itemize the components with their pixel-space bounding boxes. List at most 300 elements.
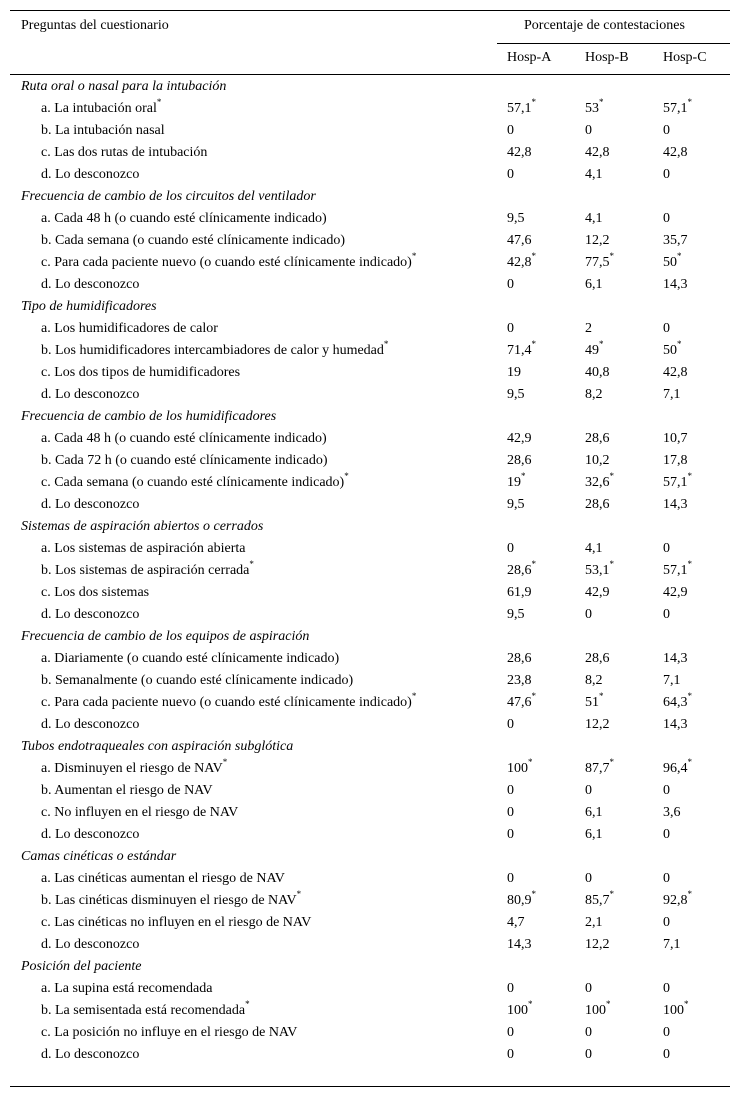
option-label [41,604,139,626]
value-text: 51 [585,695,599,710]
value-cell [507,142,532,164]
option-label [41,318,218,340]
value-cell [507,318,514,340]
significance-marker: * [609,559,614,569]
value-cell [507,252,536,274]
table-row [0,912,742,934]
option-label [41,362,240,384]
value-text: 0 [507,805,514,820]
value-text: 4,1 [585,541,603,556]
option-text: a. Cada 48 h (o cuando esté clínicamente indicado) [41,431,327,446]
section-title: Tubos endotraqueales con aspiración subglótica [21,739,294,754]
table-row [0,648,742,670]
option-label [41,538,245,560]
value-text: 8,2 [585,387,603,402]
option-text: b. La semisentada está recomendada [41,1003,246,1018]
table-row [0,1022,742,1044]
option-label [41,340,388,362]
value-cell [663,692,692,714]
value-cell [507,340,536,362]
significance-marker: * [528,757,533,767]
value-cell [663,120,670,142]
option-label [41,978,212,1000]
value-text: 0 [507,123,514,138]
value-cell [507,670,532,692]
significance-marker: * [249,559,254,569]
value-text: 0 [663,167,670,182]
section-title: Posición del paciente [21,959,142,974]
value-text: 4,7 [507,915,525,930]
option-text: b. Los sistemas de aspiración cerrada [41,563,250,578]
value-cell [585,472,614,494]
value-cell [585,824,603,846]
value-text: 0 [663,123,670,138]
significance-marker: * [296,889,302,899]
value-text: 49 [585,343,599,358]
value-text: 2,1 [585,915,603,930]
option-label [41,758,227,780]
table-row [0,890,742,912]
significance-marker: * [531,97,536,107]
value-cell [507,934,532,956]
value-cell [585,692,604,714]
option-label [41,824,139,846]
value-text: 0 [585,1025,592,1040]
value-cell [663,230,688,252]
significance-marker: * [531,889,536,899]
value-cell [663,868,670,890]
value-cell [663,252,682,274]
option-text: c. Para cada paciente nuevo (o cuando esté clínicamente indicado) [41,695,412,710]
header-questions: Preguntas del cuestionario [21,18,169,33]
significance-marker: * [156,97,162,107]
option-label [41,274,139,296]
table-row [0,340,742,362]
significance-marker: * [599,97,604,107]
value-cell [663,560,692,582]
significance-marker: * [411,691,417,701]
significance-marker: * [411,251,417,261]
value-cell [663,912,670,934]
option-label [41,934,139,956]
value-text: 19 [507,475,521,490]
section-row [0,406,742,428]
value-cell [663,494,688,516]
option-label [41,714,139,736]
value-cell [507,868,514,890]
section-title: Tipo de humidificadores [21,299,157,314]
value-cell [663,538,670,560]
option-label [41,384,139,406]
option-text: c. Cada semana (o cuando esté clínicamente indicado) [41,475,345,490]
significance-marker: * [687,471,692,481]
value-cell [663,824,670,846]
value-text: 100 [663,1003,684,1018]
section-title: Frecuencia de cambio de los equipos de aspiración [21,629,310,644]
value-text: 64,3 [663,695,688,710]
significance-marker: * [609,889,614,899]
value-cell [663,934,681,956]
value-cell [507,1044,514,1066]
option-label [41,648,339,670]
value-text: 47,6 [507,233,532,248]
option-text: c. Los dos tipos de humidificadores [41,365,241,380]
header-span-rule [497,43,730,44]
value-cell [507,802,514,824]
option-text: d. Lo desconozco [41,827,140,842]
table-row [0,714,742,736]
section-row [0,846,742,868]
value-cell [585,912,603,934]
table-row [0,1044,742,1066]
value-cell [663,318,670,340]
value-cell [585,538,603,560]
option-label [41,164,139,186]
table-row [0,868,742,890]
option-label [41,912,311,934]
value-cell [507,450,532,472]
value-cell [585,98,604,120]
value-text: 0 [585,123,592,138]
significance-marker: * [687,889,692,899]
option-label [41,428,327,450]
option-text: c. Para cada paciente nuevo (o cuando esté clínicamente indicado) [41,255,412,270]
option-label [41,1000,250,1022]
value-text: 42,8 [507,145,532,160]
value-text: 0 [585,981,592,996]
value-text: 0 [507,541,514,556]
value-cell [507,538,514,560]
value-cell [507,384,525,406]
significance-marker: * [687,757,692,767]
table-row [0,1000,742,1022]
value-text: 6,1 [585,277,603,292]
value-text: 14,3 [507,937,532,952]
value-text: 28,6 [585,651,610,666]
value-text: 47,6 [507,695,532,710]
header-hosp-a: Hosp-A [507,50,552,65]
significance-marker: * [677,251,682,261]
value-cell [585,208,603,230]
value-cell [507,824,514,846]
significance-marker: * [687,97,692,107]
value-text: 0 [507,717,514,732]
value-text: 7,1 [663,673,681,688]
value-cell [507,692,536,714]
value-cell [663,604,670,626]
section-title: Frecuencia de cambio de los circuitos del ventilador [21,189,316,204]
option-label [41,142,207,164]
option-text: c. No influyen en el riesgo de NAV [41,805,239,820]
value-text: 0 [663,1047,670,1062]
value-cell [507,1022,514,1044]
option-label [41,494,139,516]
value-text: 28,6 [507,563,532,578]
table-row [0,450,742,472]
option-text: b. Las cinéticas disminuyen el riesgo de NAV [41,893,297,908]
table-row [0,670,742,692]
value-cell [507,780,514,802]
header-percentages: Porcentaje de contestaciones [524,18,685,33]
value-text: 96,4 [663,761,688,776]
value-cell [663,362,688,384]
value-cell [507,472,526,494]
value-cell [507,494,525,516]
option-text: b. Semanalmente (o cuando esté clínicamente indicado) [41,673,354,688]
value-text: 42,9 [663,585,688,600]
value-cell [585,274,603,296]
value-text: 100 [585,1003,606,1018]
option-text: d. Lo desconozco [41,497,140,512]
value-text: 0 [507,981,514,996]
option-text: d. Lo desconozco [41,717,140,732]
table-row [0,582,742,604]
value-cell [663,890,692,912]
table-top-rule [10,10,730,11]
value-cell [507,98,536,120]
value-text: 0 [507,783,514,798]
table-bottom-rule [10,1086,730,1087]
value-text: 7,1 [663,937,681,952]
section-row [0,296,742,318]
value-text: 0 [507,321,514,336]
value-cell [585,230,610,252]
option-label [41,1022,297,1044]
value-text: 53,1 [585,563,610,578]
value-cell [663,758,692,780]
value-cell [507,208,525,230]
value-cell [585,164,603,186]
table-row [0,538,742,560]
value-cell [585,252,614,274]
value-text: 42,9 [507,431,532,446]
significance-marker: * [531,251,536,261]
value-cell [585,890,614,912]
section-row [0,516,742,538]
value-text: 42,8 [507,255,532,270]
option-text: b. Aumentan el riesgo de NAV [41,783,213,798]
value-text: 53 [585,101,599,116]
option-text: d. Lo desconozco [41,937,140,952]
value-cell [507,230,532,252]
value-cell [663,428,688,450]
table-row [0,142,742,164]
option-text: a. Diariamente (o cuando esté clínicamente indicado) [41,651,340,666]
value-cell [663,802,681,824]
value-text: 3,6 [663,805,681,820]
option-text: d. Lo desconozco [41,387,140,402]
value-text: 0 [507,827,514,842]
value-text: 14,3 [663,497,688,512]
table-row [0,120,742,142]
value-cell [585,494,610,516]
significance-marker: * [531,691,536,701]
value-text: 0 [585,871,592,886]
value-cell [585,978,592,1000]
value-text: 14,3 [663,651,688,666]
value-cell [585,1022,592,1044]
value-cell [507,604,525,626]
significance-marker: * [599,339,604,349]
table-row [0,428,742,450]
value-text: 0 [663,541,670,556]
option-text: a. La intubación oral [41,101,157,116]
value-cell [663,582,688,604]
value-cell [585,450,610,472]
value-cell [507,978,514,1000]
table-row [0,494,742,516]
significance-marker: * [245,999,250,1009]
value-text: 8,2 [585,673,603,688]
table-row [0,318,742,340]
table-row [0,164,742,186]
value-text: 0 [663,783,670,798]
value-cell [663,1022,670,1044]
option-label [41,802,238,824]
value-cell [585,582,610,604]
section-title: Sistemas de aspiración abiertos o cerrados [21,519,264,534]
option-text: b. La intubación nasal [41,123,165,138]
significance-marker: * [609,757,614,767]
value-cell [585,780,592,802]
option-text: d. Lo desconozco [41,277,140,292]
value-cell [507,758,533,780]
value-text: 2 [585,321,592,336]
value-text: 6,1 [585,827,603,842]
significance-marker: * [687,691,692,701]
value-cell [585,868,592,890]
significance-marker: * [344,471,349,481]
table-row [0,384,742,406]
value-text: 28,6 [585,431,610,446]
header-hosp-b: Hosp-B [585,50,629,65]
option-text: d. Lo desconozco [41,607,140,622]
option-text: c. Las dos rutas de intubación [41,145,208,160]
value-text: 4,1 [585,167,603,182]
value-cell [507,890,536,912]
table-row [0,802,742,824]
table-row [0,758,742,780]
value-text: 0 [663,211,670,226]
value-text: 28,6 [585,497,610,512]
value-cell [663,98,692,120]
section-row [0,76,742,98]
value-cell [663,384,681,406]
option-text: b. Los humidificadores intercambiadores de calor y humedad [41,343,384,358]
option-label [41,868,285,890]
value-text: 80,9 [507,893,532,908]
value-text: 92,8 [663,893,688,908]
value-cell [663,340,682,362]
table-row [0,560,742,582]
header-bottom-rule [10,74,730,75]
value-cell [585,318,592,340]
value-text: 77,5 [585,255,610,270]
value-text: 6,1 [585,805,603,820]
table-row [0,252,742,274]
value-text: 28,6 [507,651,532,666]
value-cell [663,1044,670,1066]
value-cell [663,648,688,670]
value-cell [585,362,610,384]
value-cell [663,670,681,692]
value-cell [585,604,592,626]
section-row [0,626,742,648]
value-text: 71,4 [507,343,532,358]
table-row [0,472,742,494]
option-text: a. Los humidificadores de calor [41,321,218,336]
option-text: d. Lo desconozco [41,167,140,182]
value-cell [585,670,603,692]
value-cell [507,120,514,142]
option-text: c. Los dos sistemas [41,585,150,600]
option-text: a. Las cinéticas aumentan el riesgo de NAV [41,871,285,886]
value-text: 12,2 [585,717,610,732]
value-text: 85,7 [585,893,610,908]
value-cell [663,450,688,472]
value-text: 0 [663,1025,670,1040]
value-text: 57,1 [507,101,532,116]
value-text: 100 [507,761,528,776]
significance-marker: * [531,559,536,569]
value-cell [585,714,610,736]
option-label [41,670,353,692]
value-text: 9,5 [507,607,525,622]
value-text: 42,8 [663,145,688,160]
option-text: a. Disminuyen el riesgo de NAV [41,761,223,776]
value-cell [585,758,614,780]
table-row [0,98,742,120]
value-text: 0 [507,167,514,182]
table-row [0,230,742,252]
value-text: 0 [663,607,670,622]
value-cell [507,648,532,670]
value-cell [507,362,521,384]
value-cell [507,428,532,450]
value-cell [585,560,614,582]
value-text: 19 [507,365,521,380]
table-row [0,780,742,802]
value-text: 0 [507,1025,514,1040]
option-text: d. Lo desconozco [41,1047,140,1062]
significance-marker: * [606,999,611,1009]
value-text: 0 [507,277,514,292]
value-text: 12,2 [585,937,610,952]
option-label [41,780,213,802]
section-row [0,186,742,208]
value-cell [507,560,536,582]
table-row [0,692,742,714]
section-row [0,736,742,758]
value-cell [585,1044,592,1066]
value-text: 42,8 [663,365,688,380]
value-text: 57,1 [663,101,688,116]
significance-marker: * [531,339,536,349]
significance-marker: * [383,339,389,349]
value-cell [663,142,688,164]
value-text: 9,5 [507,387,525,402]
value-cell [663,164,670,186]
value-text: 50 [663,343,677,358]
option-text: c. Las cinéticas no influyen en el riesgo de NAV [41,915,312,930]
value-text: 0 [507,1047,514,1062]
value-text: 0 [663,321,670,336]
value-text: 0 [663,871,670,886]
section-title: Ruta oral o nasal para la intubación [21,79,227,94]
value-text: 100 [507,1003,528,1018]
value-text: 4,1 [585,211,603,226]
value-text: 61,9 [507,585,532,600]
